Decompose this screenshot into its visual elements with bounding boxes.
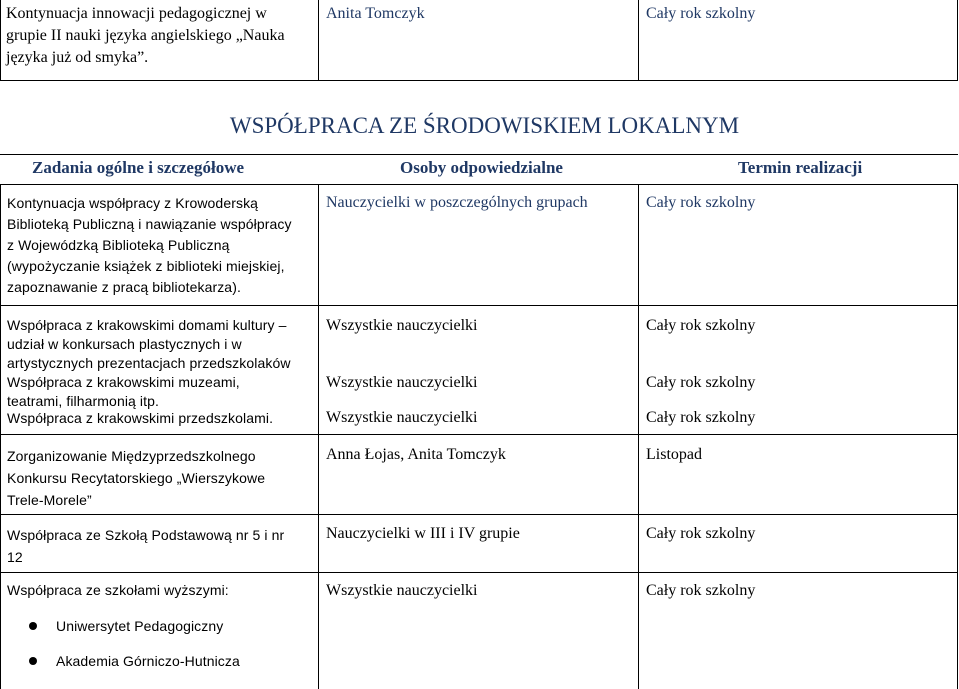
row-term: Cały rok szkolny (646, 317, 756, 334)
row-border (0, 514, 958, 515)
task-line: zapoznawanie z pracą bibliotekarza). (7, 279, 241, 295)
row-person: Nauczycielki w poszczególnych grupach (326, 194, 588, 211)
header-term: Termin realizacji (738, 158, 863, 177)
row-person: Wszystkie nauczycielki (326, 374, 478, 391)
table-border-left (0, 184, 1, 689)
task-line: Kontynuacja współpracy z Krowoderską (7, 195, 259, 211)
row-border (0, 305, 958, 306)
task-line: Zorganizowanie Międzyprzedszkolnego (7, 448, 256, 464)
table-border-top-col2 (638, 0, 639, 81)
task-line: 12 (7, 549, 23, 565)
table-row-task (7, 581, 317, 600)
row-term: Cały rok szkolny (646, 194, 756, 211)
row-person: Nauczycielki w III i IV grupie (326, 525, 520, 542)
task-line: Konkursu Recytatorskiego „Wierszykowe (7, 470, 266, 486)
table-border-top-left (0, 0, 1, 81)
top-row-person: Anita Tomczyk (326, 5, 425, 22)
table-row-task (7, 373, 317, 411)
task-line: udział w konkursach plastycznych i w (7, 336, 242, 352)
task-line: Współpraca ze szkołami wyższymi: (7, 582, 229, 598)
table-row-task (7, 524, 317, 568)
top-row-term: Cały rok szkolny (646, 5, 756, 22)
row-term: Cały rok szkolny (646, 374, 756, 391)
row-person: Wszystkie nauczycielki (326, 409, 478, 426)
task-line: Biblioteką Publiczną i nawiązanie współpracy (7, 216, 292, 232)
row-term: Cały rok szkolny (646, 582, 756, 599)
table-row-task (7, 194, 317, 297)
section-title: WSPÓŁPRACA ZE ŚRODOWISKIEM LOKALNYM (229, 113, 740, 138)
list-item: Akademia Górniczo-Hutnicza (56, 653, 240, 669)
table-border-right (957, 184, 958, 689)
task-line: teatrami, filharmonią itp. (7, 393, 159, 409)
row-person: Anna Łojas, Anita Tomczyk (326, 446, 506, 463)
top-row-task-line: języka już od smyka”. (6, 49, 149, 66)
task-line: Współpraca z krakowskimi domami kultury – (7, 317, 287, 333)
table-border-col2 (638, 184, 639, 689)
bullet-icon (29, 657, 37, 665)
table-border-col1 (318, 184, 319, 689)
task-line: Współpraca ze Szkołą Podstawową nr 5 i nr (7, 527, 285, 543)
task-line: (wypożyczanie książek z biblioteki miejskiej, (7, 258, 285, 274)
row-person: Wszystkie nauczycielki (326, 317, 478, 334)
header-top-border (0, 154, 958, 155)
table-border-top-bottom (0, 80, 958, 81)
task-line: z Wojewódzką Biblioteką Publiczną (7, 237, 230, 253)
row-term: Listopad (646, 446, 702, 463)
task-line: artystycznych prezentacjach przedszkolaków (7, 355, 291, 371)
header-persons: Osoby odpowiedzialne (400, 158, 563, 177)
table-row-task (7, 409, 317, 428)
table-border-top-col1 (318, 0, 319, 81)
table-row-task (7, 316, 317, 373)
row-border (0, 434, 958, 435)
top-row-task (6, 3, 316, 69)
top-row-task-line: Kontynuacja innowacji pedagogicznej w (6, 5, 267, 22)
row-term: Cały rok szkolny (646, 409, 756, 426)
top-row-task-line: grupie II nauki języka angielskiego „Nauka (6, 27, 285, 44)
bullet-icon (29, 622, 37, 630)
task-line: Trele-Morele” (7, 492, 92, 508)
table-row-task (7, 445, 317, 511)
task-line: Współpraca z krakowskimi przedszkolami. (7, 410, 274, 426)
list-item: Uniwersytet Pedagogiczny (56, 618, 224, 634)
header-bottom-border (0, 184, 958, 185)
row-person: Wszystkie nauczycielki (326, 582, 478, 599)
header-tasks: Zadania ogólne i szczegółowe (32, 158, 245, 177)
row-term: Cały rok szkolny (646, 525, 756, 542)
table-border-top-right (957, 0, 958, 81)
task-line: Współpraca z krakowskimi muzeami, (7, 374, 240, 390)
row-border (0, 572, 958, 573)
